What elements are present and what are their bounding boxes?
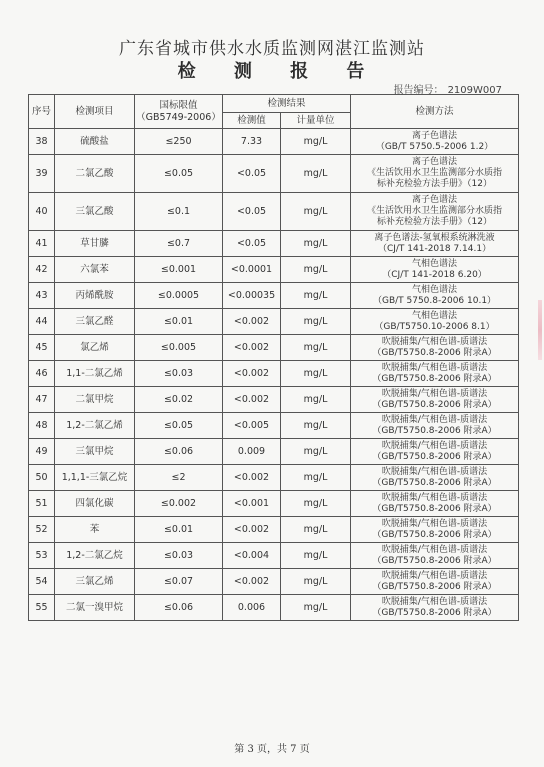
cell-item: 二氯乙酸 <box>55 155 135 193</box>
cell-item: 1,2-二氯乙烷 <box>55 543 135 569</box>
method-line: （GB/T5750.8-2006 附录A） <box>372 581 497 592</box>
table-row <box>29 335 519 361</box>
method-line: 吹脱捕集/气相色谱-质谱法 <box>381 492 488 503</box>
cell-item: 二氯一溴甲烷 <box>55 595 135 621</box>
cell-value: <0.00035 <box>223 283 281 309</box>
cell-limit: ≤250 <box>135 129 223 155</box>
cell-method <box>351 129 519 155</box>
report-number-label: 报告编号： <box>393 85 444 96</box>
cell-unit: mg/L <box>281 413 351 439</box>
table-row <box>29 595 519 621</box>
method-line: 吹脱捕集/气相色谱-质谱法 <box>381 544 488 555</box>
cell-item: 苯 <box>55 517 135 543</box>
cell-method <box>351 543 519 569</box>
header-seq: 序号 <box>29 95 55 129</box>
cell-no: 44 <box>29 309 55 335</box>
table-row <box>29 413 519 439</box>
cell-limit: ≤0.01 <box>135 309 223 335</box>
table-row <box>29 517 519 543</box>
cell-value: 0.009 <box>223 439 281 465</box>
method-line: （CJ/T 141-2018 7.14.1） <box>377 243 492 254</box>
cell-method <box>351 361 519 387</box>
cell-limit: ≤0.05 <box>135 155 223 193</box>
method-line: （GB/T5750.8-2006 附录A） <box>372 347 497 358</box>
cell-value: 7.33 <box>223 129 281 155</box>
method-line: 离子色谱法-氢氧根系统淋洗液 <box>374 232 495 243</box>
cell-item: 氯乙烯 <box>55 335 135 361</box>
method-line: 离子色谱法 <box>412 195 458 205</box>
cell-value: <0.002 <box>223 517 281 543</box>
cell-method <box>351 413 519 439</box>
cell-method <box>351 491 519 517</box>
cell-unit: mg/L <box>281 387 351 413</box>
cell-unit: mg/L <box>281 361 351 387</box>
cell-unit: mg/L <box>281 465 351 491</box>
method-line: 吹脱捕集/气相色谱-质谱法 <box>381 414 488 425</box>
cell-item: 三氯乙烯 <box>55 569 135 595</box>
cell-limit: ≤2 <box>135 465 223 491</box>
method-line: （GB/T5750.10-2006 8.1） <box>374 321 495 332</box>
cell-method <box>351 335 519 361</box>
header-unit: 计量单位 <box>281 113 351 129</box>
cell-no: 39 <box>29 155 55 193</box>
cell-method <box>351 309 519 335</box>
cell-value: <0.002 <box>223 361 281 387</box>
cell-limit: ≤0.0005 <box>135 283 223 309</box>
cell-item: 1,1-二氯乙烯 <box>55 361 135 387</box>
cell-value: 0.006 <box>223 595 281 621</box>
cell-value: <0.05 <box>223 155 281 193</box>
cell-limit: ≤0.001 <box>135 257 223 283</box>
cell-value: <0.05 <box>223 193 281 231</box>
method-line: （GB/T5750.8-2006 附录A） <box>372 555 497 566</box>
page-footer: 第 3 页，共 7 页 <box>234 744 310 755</box>
cell-item: 1,2-二氯乙烯 <box>55 413 135 439</box>
cell-method <box>351 465 519 491</box>
cell-value: <0.002 <box>223 309 281 335</box>
method-line: （GB/T 5750.8-2006 10.1） <box>372 295 497 306</box>
cell-unit: mg/L <box>281 309 351 335</box>
table-row <box>29 257 519 283</box>
cell-limit: ≤0.01 <box>135 517 223 543</box>
cell-item: 硫酸盐 <box>55 129 135 155</box>
cell-item: 四氯化碳 <box>55 491 135 517</box>
cell-no: 54 <box>29 569 55 595</box>
cell-value: <0.005 <box>223 413 281 439</box>
org-title: 广东省城市供水水质监测网湛江监测站 <box>119 39 425 59</box>
cell-item: 三氯乙酸 <box>55 193 135 231</box>
method-line: （GB/T5750.8-2006 附录A） <box>372 529 497 540</box>
cell-no: 43 <box>29 283 55 309</box>
cell-no: 51 <box>29 491 55 517</box>
cell-value: <0.05 <box>223 231 281 257</box>
table-row <box>29 543 519 569</box>
cell-no: 41 <box>29 231 55 257</box>
cell-no: 50 <box>29 465 55 491</box>
cell-limit: ≤0.06 <box>135 595 223 621</box>
cell-item: 丙烯酰胺 <box>55 283 135 309</box>
cell-no: 55 <box>29 595 55 621</box>
table-row <box>29 491 519 517</box>
cell-method <box>351 517 519 543</box>
cell-value: <0.0001 <box>223 257 281 283</box>
method-line: （GB/T5750.8-2006 附录A） <box>372 503 497 514</box>
header-limit <box>135 95 223 129</box>
cell-item: 六氯苯 <box>55 257 135 283</box>
cell-unit: mg/L <box>281 543 351 569</box>
method-line: 离子色谱法 <box>412 130 458 141</box>
method-line: 吹脱捕集/气相色谱-质谱法 <box>381 440 488 451</box>
cell-limit: ≤0.02 <box>135 387 223 413</box>
header-limit-line1: 国标限值 <box>159 99 198 111</box>
table-row <box>29 309 519 335</box>
report-title: 检 测 报 告 <box>177 61 381 82</box>
cell-no: 45 <box>29 335 55 361</box>
method-line: （GB/T5750.8-2006 附录A） <box>372 425 497 436</box>
results-table <box>28 94 519 621</box>
header-item: 检测项目 <box>55 95 135 129</box>
table-row <box>29 569 519 595</box>
method-line: （CJ/T 141-2018 6.20） <box>382 269 487 280</box>
cell-unit: mg/L <box>281 231 351 257</box>
cell-item: 三氯甲烷 <box>55 439 135 465</box>
method-line: （GB/T5750.8-2006 附录A） <box>372 451 497 462</box>
cell-value: <0.001 <box>223 491 281 517</box>
cell-method <box>351 569 519 595</box>
cell-limit: ≤0.05 <box>135 413 223 439</box>
method-line: 吹脱捕集/气相色谱-质谱法 <box>381 388 488 399</box>
cell-method <box>351 193 519 231</box>
cell-value: <0.002 <box>223 335 281 361</box>
header-value: 检测值 <box>223 113 281 129</box>
cell-limit: ≤0.7 <box>135 231 223 257</box>
cell-method <box>351 155 519 193</box>
method-line: 吹脱捕集/气相色谱-质谱法 <box>381 336 488 347</box>
cell-limit: ≤0.1 <box>135 193 223 231</box>
cell-no: 52 <box>29 517 55 543</box>
seal-mark <box>538 300 542 360</box>
method-line: 气相色谱法 <box>412 258 458 269</box>
cell-method <box>351 439 519 465</box>
method-line: 吹脱捕集/气相色谱-质谱法 <box>381 570 488 581</box>
cell-unit: mg/L <box>281 491 351 517</box>
cell-unit: mg/L <box>281 193 351 231</box>
cell-unit: mg/L <box>281 257 351 283</box>
method-line: 吹脱捕集/气相色谱-质谱法 <box>381 362 488 373</box>
table-row <box>29 155 519 193</box>
cell-unit: mg/L <box>281 439 351 465</box>
cell-item: 1,1,1-三氯乙烷 <box>55 465 135 491</box>
cell-method <box>351 231 519 257</box>
cell-item: 三氯乙醛 <box>55 309 135 335</box>
cell-value: <0.002 <box>223 465 281 491</box>
cell-limit: ≤0.03 <box>135 361 223 387</box>
cell-no: 47 <box>29 387 55 413</box>
cell-unit: mg/L <box>281 129 351 155</box>
table-row <box>29 361 519 387</box>
cell-item: 二氯甲烷 <box>55 387 135 413</box>
cell-limit: ≤0.002 <box>135 491 223 517</box>
cell-no: 42 <box>29 257 55 283</box>
cell-unit: mg/L <box>281 569 351 595</box>
cell-unit: mg/L <box>281 517 351 543</box>
table-row <box>29 283 519 309</box>
cell-no: 46 <box>29 361 55 387</box>
cell-method <box>351 283 519 309</box>
method-line: 标补充检验方法手册》（12） <box>377 217 492 227</box>
cell-unit: mg/L <box>281 155 351 193</box>
cell-value: <0.002 <box>223 387 281 413</box>
method-line: 吹脱捕集/气相色谱-质谱法 <box>381 466 488 477</box>
cell-item: 草甘膦 <box>55 231 135 257</box>
table-row <box>29 231 519 257</box>
header-result: 检测结果 <box>223 95 351 113</box>
method-line: （GB/T5750.8-2006 附录A） <box>372 373 497 384</box>
table-row <box>29 439 519 465</box>
method-line: 标补充检验方法手册》（12） <box>377 179 492 189</box>
cell-no: 40 <box>29 193 55 231</box>
cell-no: 53 <box>29 543 55 569</box>
table-row <box>29 129 519 155</box>
method-line: 吹脱捕集/气相色谱-质谱法 <box>381 596 488 607</box>
cell-no: 38 <box>29 129 55 155</box>
header-method: 检测方法 <box>351 95 519 129</box>
header-limit-line2: （GB5749-2006） <box>136 111 221 123</box>
method-line: 《生活饮用水卫生监测部分水质指 <box>367 206 503 216</box>
cell-method <box>351 387 519 413</box>
cell-limit: ≤0.07 <box>135 569 223 595</box>
method-line: 吹脱捕集/气相色谱-质谱法 <box>381 518 488 529</box>
table-row <box>29 193 519 231</box>
method-line: （GB/T 5750.5-2006 1.2） <box>375 141 494 152</box>
cell-method <box>351 595 519 621</box>
table-row <box>29 387 519 413</box>
table-row <box>29 465 519 491</box>
method-line: 《生活饮用水卫生监测部分水质指 <box>367 168 503 178</box>
method-line: 气相色谱法 <box>412 310 458 321</box>
cell-method <box>351 257 519 283</box>
method-line: 气相色谱法 <box>412 284 458 295</box>
cell-no: 48 <box>29 413 55 439</box>
method-line: （GB/T5750.8-2006 附录A） <box>372 399 497 410</box>
method-line: （GB/T5750.8-2006 附录A） <box>372 477 497 488</box>
cell-limit: ≤0.03 <box>135 543 223 569</box>
cell-limit: ≤0.005 <box>135 335 223 361</box>
cell-unit: mg/L <box>281 335 351 361</box>
cell-unit: mg/L <box>281 595 351 621</box>
cell-value: <0.002 <box>223 569 281 595</box>
method-line: 离子色谱法 <box>412 157 458 167</box>
cell-no: 49 <box>29 439 55 465</box>
report-number-value: 2109W007 <box>447 85 502 96</box>
cell-limit: ≤0.06 <box>135 439 223 465</box>
cell-value: <0.004 <box>223 543 281 569</box>
cell-unit: mg/L <box>281 283 351 309</box>
method-line: （GB/T5750.8-2006 附录A） <box>372 607 497 618</box>
